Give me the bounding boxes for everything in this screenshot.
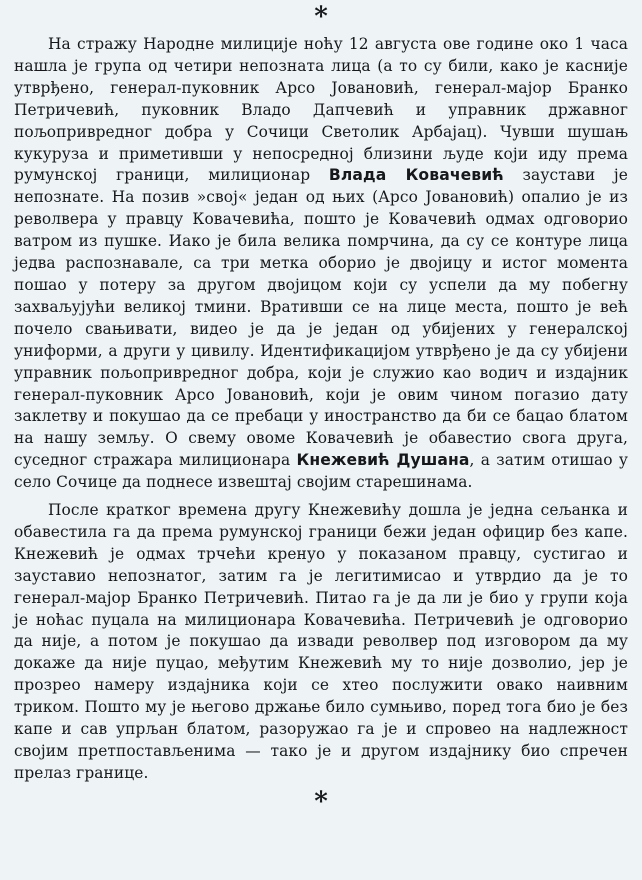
name-vlada-kovacevic: Влада Ковачевић — [328, 166, 504, 185]
bottom-separator-star: * — [314, 786, 328, 817]
paragraph-2 — [14, 500, 628, 785]
paragraph-2-text-1: После кратког времена другу Кнежевићу дошла је једна сељанка и обавестила га да према румунској граници бежи један официр без капе. Кнежевић је одмах трчећи кренуо у показаном правцу, сустигао и зауставио непознатог, затим га је легитимисао и утврдио да је то генерал-мајор Бранко Петричевић. Питао га је да ли је био у групи која је ноћас пуцала на милиционара Ковачевића. Петричевић је одговорио да није, а потом је покушао да извади револвер под изговором да му докаже да није пуцао, међутим Кнежевић му то није дозволио, јер је прозрео намеру издајника који се хтео послужити овако наивним триком. Пошто му је његово држање било сумњиво, поред тога био је без капе и сав упрљан блатом, разоружао га је и спровео на надлежност својим претпостављенима — тако је и другом издајнику био спречен прелаз границе. — [14, 501, 628, 782]
paragraph-1 — [14, 34, 628, 494]
top-separator-star: * — [314, 2, 328, 32]
paragraph-1-text-1: На стражу Народне милиције ноћу 12 августа ове године око 1 часа нашла је група од четири непозната лица (а то су били, како је касније утврђено, генерал-пуковник Арсо Јовановић, генерал-мајор Бранко Петричевић, пуковник Владо Дапчевић и управник државног пољопривредног добра у Сочици Светолик Арбајац). Чувши шушањ кукуруза и приметивши у непосредној близини људе који иду према румунској граници, милиционар — [14, 35, 628, 185]
paragraph-1-text-2: заустави је непознате. На позив »свој« један од њих (Арсо Јовановић) опалио је из револвера у правцу Ковачевића, пошто је Ковачевић одмах одговорио ватром из пушке. Иако је била велика помрчина, да су се контуре лица једва распознавале, са три метка оборио је двојицу и истог момента пошао у потеру за другом двојицом који су успели да му побегну захваљујући великој тмини. Вративши се на лице места, пошто је већ почело свањивати, видео је да је један од убијених у генералској униформи, а други у цивилу. Идентификацијом утврђено је да су убијени управник пољопривредног добра, који је служио као водич и издајник генерал-пуковник Арсо Јовановић, који је овим чином погазио дату заклетву и покушао да се пребаци у иностранство да би се бацао блатом на нашу земљу. О свему овоме Ковачевић је обавестио свога друга, суседног стражара милиционара — [14, 166, 628, 470]
name-knezevic-dusana: Кнежевић Душана — [296, 451, 470, 470]
paragraph-1-text-3: , а затим отишао у село Сочице да поднесе извештај својим старешинама. — [14, 451, 628, 492]
